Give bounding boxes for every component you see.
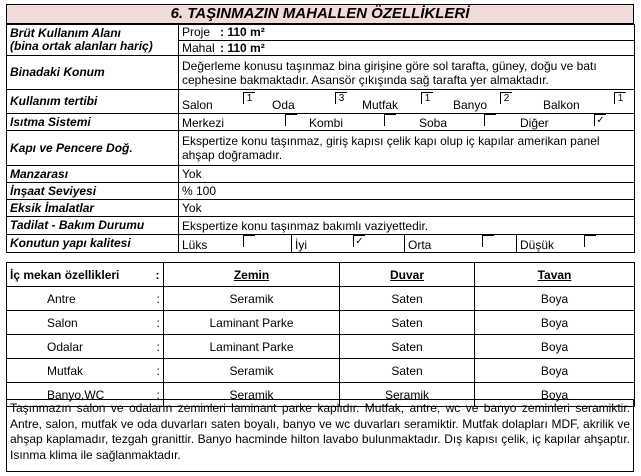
heating-label: Isıtma Sistemi (7, 114, 179, 131)
usage-row (7, 90, 635, 114)
usage-label: Kullanım tertibi (7, 90, 179, 114)
table-row (7, 311, 635, 335)
construction-row (7, 183, 635, 200)
position-label: Binadaki Konum (7, 56, 179, 90)
missing-label: Eksik İmalatlar (7, 200, 179, 217)
row-tavan: Boya (475, 359, 635, 383)
quality-label: Konutun yapı kalitesi (7, 235, 179, 253)
mahal-value: : 110 m² (220, 41, 265, 55)
row-zemin: Laminant Parke (164, 335, 340, 359)
usage-salon-count: 1 (243, 92, 255, 104)
proje-label: Proje (182, 25, 211, 39)
quality-dusuk: Düşük (516, 235, 520, 252)
doors-label: Kapı ve Pencere Doğ. (7, 131, 179, 166)
construction-label: İnşaat Seviyesi (7, 183, 179, 200)
quality-dusuk-checkbox[interactable] (584, 235, 596, 247)
missing-value: Yok (179, 200, 635, 217)
heating-row (7, 114, 635, 131)
table-row (7, 335, 635, 359)
row-name: Odalar : (7, 335, 164, 359)
row-name: Banyo,WC : (7, 383, 164, 407)
view-value: Yok (179, 166, 635, 183)
usage-oda-count: 3 (335, 92, 347, 104)
row-duvar: Saten (340, 335, 475, 359)
area-row (7, 25, 635, 56)
proje-line (179, 25, 634, 41)
column-tavan: Tavan (475, 263, 635, 287)
row-tavan: Boya (475, 335, 635, 359)
row-duvar: Seramik (340, 383, 475, 407)
area-value-cell (179, 25, 635, 56)
usage-mutfak-count: 1 (421, 92, 433, 104)
heating-diger-checkbox[interactable]: ✓ (594, 114, 606, 126)
interior-header-row (7, 263, 635, 287)
view-row (7, 166, 635, 183)
row-zemin: Seramik (164, 287, 340, 311)
usage-cell: Salon 1 Oda 3 Mutfak 1 Banyo 2 Balkon 1 (179, 90, 635, 114)
usage-balkon-count: 1 (614, 92, 626, 104)
quality-luks-checkbox[interactable] (243, 235, 255, 247)
quality-orta: Orta (404, 235, 408, 252)
property-details-table (6, 24, 635, 253)
mahal-line (179, 41, 634, 55)
quality-iyi: İyi ✓ (291, 235, 295, 252)
column-zemin: Zemin (164, 263, 340, 287)
row-tavan: Boya (475, 311, 635, 335)
row-zemin: Seramik (164, 359, 340, 383)
usage-banyo-count: 2 (500, 92, 512, 104)
heating-cell: Merkezi Kombi Soba Diğer ✓ (179, 114, 635, 131)
row-name: Mutfak : (7, 359, 164, 383)
quality-iyi-checkbox[interactable]: ✓ (353, 235, 365, 247)
quality-orta-checkbox[interactable] (482, 235, 494, 247)
maintenance-row (7, 217, 635, 235)
row-name: Antre : (7, 287, 164, 311)
interior-table (6, 262, 635, 407)
view-label: Manzarası (7, 166, 179, 183)
area-label-cell (7, 25, 179, 56)
interior-header-label: İç mekan özellikleri : (7, 263, 164, 287)
row-duvar: Saten (340, 359, 475, 383)
area-label-sub: (bina ortak alanları hariç) (10, 39, 153, 53)
row-tavan: Boya (475, 383, 635, 407)
area-label: Brüt Kullanım Alanı (10, 26, 121, 40)
row-zemin: Laminant Parke (164, 311, 340, 335)
maintenance-label: Tadilat - Bakım Durumu (7, 217, 179, 235)
table-row (7, 287, 635, 311)
row-duvar: Saten (340, 311, 475, 335)
section-title: 6. TAŞINMAZIN MAHALLEN ÖZELLİKLERİ (6, 4, 634, 24)
row-duvar: Saten (340, 287, 475, 311)
description-note: Taşınmazın salon ve odaların zeminleri laminant parke kaplıdır. Mutfak, antre, wc ve banyo zeminleri seramiktir. Antre, salon, mutfak ve oda duvarları saten boyalı, banyo ve wc duvarları seramiktir. Mutfak dolapları MDF, akrilik ve ahşap kaplamadır, tezgah granittir. Banyo hacminde hilton lavabo bulunmaktadır. Dış kapısı çelik, iç kapılar ahşaptır. Isınma klima ile sağlanmaktadır. (6, 399, 634, 472)
doors-row (7, 131, 635, 166)
quality-row (7, 235, 635, 253)
doors-text: Ekspertize konu taşınmaz, giriş kapısı çelik kapı olup iç kapılar amerikan panel ahşap doğramadır. (179, 131, 635, 166)
maintenance-value: Ekspertize konu taşınmaz bakımlı vaziyettedir. (179, 217, 635, 235)
mahal-label: Mahal (182, 41, 215, 55)
table-row (7, 359, 635, 383)
row-tavan: Boya (475, 287, 635, 311)
quality-cell: Lüks İyi ✓ Orta Düşük (179, 235, 635, 253)
heating-soba-checkbox[interactable] (484, 114, 496, 126)
position-row (7, 56, 635, 90)
missing-row (7, 200, 635, 217)
proje-value: : 110 m² (220, 25, 265, 39)
construction-value: % 100 (179, 183, 635, 200)
position-text: Değerleme konusu taşınmaz bina girişine göre sol tarafta, güney, doğu ve batı cephesine bakmaktadır. Asansör çıkışında sağ tarafta yer almaktadır. (179, 56, 635, 90)
column-duvar: Duvar (340, 263, 475, 287)
heating-merkezi-checkbox[interactable] (285, 114, 297, 126)
row-name: Salon : (7, 311, 164, 335)
heating-kombi-checkbox[interactable] (384, 114, 396, 126)
row-zemin: Seramik (164, 383, 340, 407)
